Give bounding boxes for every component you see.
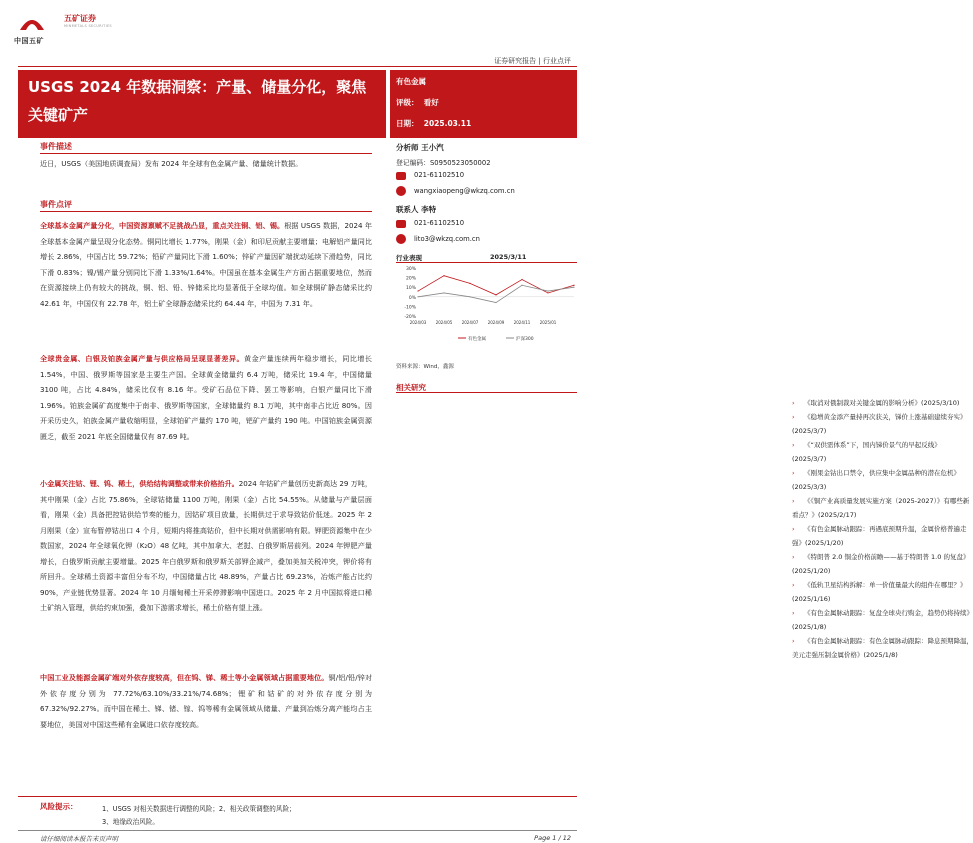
para-body: 根据 USGS 数据，2024 年全球基本金属产量呈现分化态势。铜同比增长 1.77%，刚果（金）和印尼贡献主要增量；电解铝产量同比增长 2.86%，中国占比 59.72%；铅矿产量同比下滑 1.60%；锌矿产量因矿端扰动延续下滑趋势，同比下滑 0.83%；镍/锡产量分别同比下滑 1.33%/1.64%。中国虽在基本金属生产方面占据重要地位，然而在资源接续上仍有较大的挑战，铜、铝、铅、锌储采比均显著低于全球均值。如全球铜矿静态储采比约 42.61 年，中国仅有 22.78 年，铝土矿全球静态储采比约 64.44 年，中国为 7.31 年。 (40, 221, 373, 308)
data-point (443, 275, 444, 276)
related-item-text: 《有色金属脉动跟踪：有色金属脉动跟踪：降息预期降温，美元走强压制金属价格》(2025/1/8) (792, 637, 973, 659)
email-icon (396, 186, 406, 196)
para-body: 黄金产量连续两年稳步增长，同比增长 1.54%，中国、俄罗斯等国家是主要生产国。全球黄金储量约 6.4 万吨，储采比 19.4 年，中国储量 3100 吨，占比 4.84%，储采比仅有 8.16 年。受矿石品位下降、罢工等影响，白银产量同比下滑 1.96%。铂族金属矿高度集中于南非、俄罗斯等国家，全球储量约 8.1 万吨，其中南非占比近 80%。因开采历史久，铂族金属产量收缩明显，全球铂矿产量约 170 吨，钯矿产量约 190 吨。中国铂族金属资源匮乏，截至 2021 年底全国储量仅有 87.69 吨。 (40, 354, 373, 441)
risk-title: 风险提示： (40, 802, 78, 811)
related-item[interactable] (792, 634, 973, 662)
chevron-right-icon: › (792, 553, 795, 561)
x-tick-label: 2024/07 (461, 320, 479, 325)
contact-phone[interactable]: 021-61102510 (414, 219, 465, 227)
para-body: 2024 年钴矿产量创历史新高达 29 万吨，其中刚果（金）占比 75.86%，全球钴储量 1100 万吨，刚果（金）占比 54.55%。从储量与产量层面看，刚果（金）具备把控钴供给节奏的能力，因钴矿项目放量，长期供过于求导致钴价低迷。2025 年 2 月刚果（金）宣布暂停钴出口 4 个月，短期内将推高钴价，但中长期对供需影响有限。钾肥资源集中在少数国家，2024 年全球氧化钾（K₂O）48 亿吨，其中加拿大、老挝、白俄罗斯居前列。2024 年钾肥产量增长，白俄罗斯贡献主要增量。2025 年白俄罗斯和俄罗斯关部钾企减产，叠加美加关税冲突，钾价将有所回升。全球稀土资源丰富但分布不均，中国储量占比 48.89%，产量占比 69.23%，冶炼产能占比约 90%，产业链优势显著。2024 年 10 月缅甸稀土开采停滞影响中国进口。2025 年 2 月中国拟将进口稀土矿纳入管理，供给约束加强，叠加下游需求增长，稀土价格有望上涨。 (40, 479, 373, 612)
date-label: 日期： (396, 119, 419, 128)
data-point (573, 287, 574, 288)
paragraph-minor-metals (40, 476, 372, 616)
section-rule (40, 153, 372, 154)
data-point (573, 285, 574, 286)
data-point (495, 302, 496, 303)
data-point (469, 283, 470, 284)
y-tick-label: 10% (405, 286, 416, 292)
data-point (417, 296, 418, 297)
data-point (443, 292, 444, 293)
data-point (469, 296, 470, 297)
related-item-text: 《刚果金钴出口禁令，供应集中金属品种的潜在危机》(2025/3/3) (792, 469, 960, 491)
para-highlight: 中国工业及能源金属矿端对外依存度较高，但在钨、锑、稀土等小金属领域占据重要地位。 (40, 673, 329, 682)
risk-divider (18, 796, 577, 797)
series-line-1 (418, 285, 574, 302)
broker-name-en: MINMETALS SECURITIES (64, 24, 112, 28)
related-item-text: 《“双供需体系”下，国内锑价景气的早起反线》(2025/3/7) (792, 441, 941, 463)
analyst-title: 分析师 王小汽 (396, 143, 444, 152)
para-highlight: 全球基本金属产量分化，中国资源禀赋不足挑战凸显，重点关注铜、铝、锡。 (40, 221, 285, 230)
related-list (396, 396, 973, 662)
rating-row (396, 97, 439, 108)
legend-label: 沪深300 (516, 337, 534, 342)
related-item[interactable] (792, 466, 973, 494)
paragraph-precious-metals (40, 351, 372, 444)
chevron-right-icon: › (792, 399, 795, 407)
data-point (521, 279, 522, 280)
risk-item: 3、地缘政治风险。 (102, 818, 159, 826)
related-item-text: 《特朗普 2.0 铜金价格前瞻——基于特朗普 1.0 的复盘》(2025/1/20) (792, 553, 970, 575)
paragraph-dependency (40, 670, 372, 732)
related-item-text: 《低轨卫星结构拆解：单一价值量最大的组件在哪里？》(2025/1/16) (792, 581, 967, 603)
analyst-phone[interactable]: 021-61102510 (414, 171, 465, 179)
performance-date: 2025/3/11 (490, 253, 527, 261)
y-tick-label: 30% (405, 267, 416, 272)
chevron-right-icon: › (792, 497, 795, 505)
y-tick-label: 20% (405, 276, 416, 282)
page-number: Page 1 / 12 (534, 834, 571, 842)
source-note: 资料来源：Wind，鑫源 (396, 364, 454, 370)
related-item-text: 《有色金属脉动跟踪：复盘全球央行购金，趋势仍将持续》(2025/1/8) (792, 609, 973, 631)
chevron-right-icon: › (792, 581, 795, 589)
x-tick-label: 2024/03 (409, 320, 427, 325)
company-logo-icon (18, 10, 46, 32)
analyst-email[interactable]: wangxiaopeng@wkzq.com.cn (414, 187, 515, 195)
para-body: 铜/铝/铅/锌对外依存度分别为 77.72%/63.10%/33.21%/74.68%；锂矿和钴矿的对外依存度分别为 67.32%/92.27%。而中国在稀土、锑、锗、镓、钨等稀有金属领域从储量、产量到冶炼分离产能均占主要地位，美国对中国这些稀有金属进口依存度较高。 (40, 673, 373, 729)
related-divider (396, 392, 577, 393)
para-highlight: 小金属关注钴、锂、钨、稀土，供给结构调整或带来价格抬升。 (40, 479, 239, 488)
paragraph-base-metals (40, 218, 372, 311)
rating-value: 看好 (423, 98, 439, 107)
phone-icon (396, 172, 406, 180)
chevron-right-icon: › (792, 609, 795, 617)
section-title-desc: 事件描述 (40, 142, 72, 151)
header-divider (18, 66, 577, 67)
related-item[interactable] (792, 494, 973, 522)
related-item[interactable] (792, 550, 973, 578)
chevron-right-icon: › (792, 637, 795, 645)
related-title: 相关研究 (396, 383, 426, 392)
chevron-right-icon: › (792, 525, 795, 533)
desc-paragraph: 近日，USGS（美国地质调查局）发布 2024 年全球有色金属产量、储量统计数据。 (40, 159, 303, 168)
data-point (521, 285, 522, 286)
rating-label: 评级： (396, 98, 419, 107)
legend-label: 有色金属 (468, 337, 486, 342)
company-name: 中国五矿 (14, 37, 44, 45)
section-rule (40, 211, 372, 212)
related-item-text: 《稳增黄金添产量持再次获关，锑价上涨基础建续夯实》(2025/3/7) (792, 413, 967, 435)
risk-item: 1、USGS 对相关数据进行调整的风险；2、相关政策调整的风险； (102, 805, 296, 813)
data-point (417, 290, 418, 291)
report-title: USGS 2024 年数据洞察：产量、储量分化，聚焦关键矿产 (28, 78, 367, 124)
analyst-reg: 登记编码：S0950523050002 (396, 159, 491, 167)
related-item[interactable] (792, 438, 973, 466)
data-point (547, 290, 548, 291)
industry-label: 有色金属 (396, 77, 426, 86)
data-point (547, 292, 548, 293)
related-item[interactable] (792, 578, 973, 606)
date-row (396, 118, 471, 129)
related-item-text: 《有色金属脉动跟踪：再遇底预期升温，金属价格普遍走强》(2025/1/20) (792, 525, 967, 547)
footer-divider (18, 830, 577, 831)
related-item-text: 《《铜产业高质量发展实施方案（2025-2027）》有哪些新看点？》(2025/2/17) (792, 497, 970, 519)
related-item[interactable] (792, 410, 973, 438)
chevron-right-icon: › (792, 441, 795, 449)
data-point (495, 294, 496, 295)
y-tick-label: -20% (404, 315, 416, 320)
para-highlight: 全球贵金属、白银及铂族金属产量与供应格局呈现显著差异。 (40, 354, 245, 363)
performance-chart (396, 264, 577, 344)
x-tick-label: 2024/05 (435, 320, 453, 325)
chevron-right-icon: › (792, 469, 795, 477)
phone-icon (396, 220, 406, 228)
date-value: 2025.03.11 (423, 119, 472, 128)
performance-title: 行业表现 (396, 254, 422, 262)
email-icon (396, 234, 406, 244)
related-item[interactable] (792, 396, 973, 410)
report-type: 证券研究报告 | 行业点评 (494, 57, 571, 65)
x-tick-label: 2024/11 (513, 320, 531, 325)
x-tick-label: 2024/09 (487, 320, 505, 325)
contact-title: 联系人 李特 (396, 205, 437, 214)
related-item[interactable] (792, 606, 973, 634)
footer-disclaimer: 请仔细阅读本报告末页声明 (40, 835, 118, 843)
section-title-comment: 事件点评 (40, 200, 72, 209)
x-tick-label: 2025/01 (539, 320, 557, 325)
y-tick-label: 0% (408, 295, 416, 301)
related-item-text: 《取消对俄制裁对关键金属的影响分析》(2025/3/10) (804, 399, 960, 407)
chevron-right-icon: › (792, 413, 795, 421)
performance-divider (396, 262, 577, 263)
broker-name: 五矿证券 (64, 14, 96, 23)
series-line-0 (418, 276, 574, 295)
y-tick-label: -10% (404, 305, 416, 311)
contact-email[interactable]: lito3@wkzq.com.cn (414, 235, 480, 243)
related-item[interactable] (792, 522, 973, 550)
